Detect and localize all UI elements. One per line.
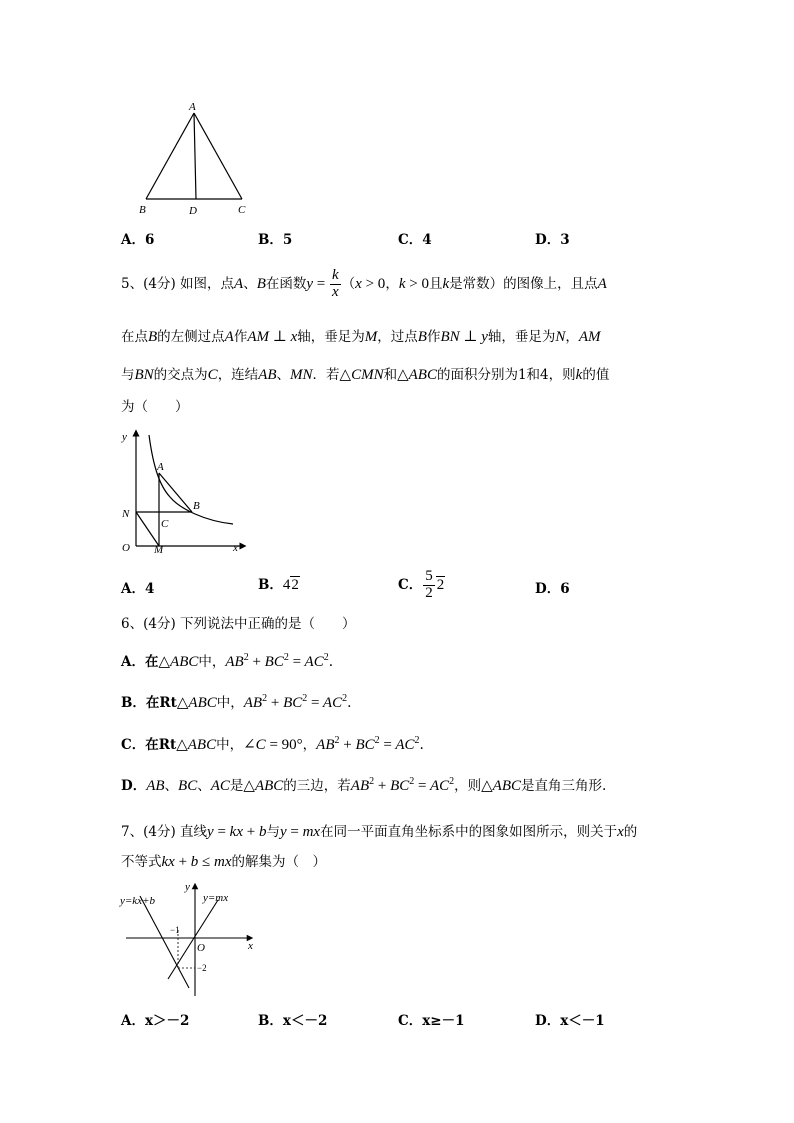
q4-side-ab — [146, 113, 194, 199]
q5-label-m: M — [154, 544, 164, 555]
q6-option-c: C．在Rt△ABC中，∠C = 90°，$AB^2 + BC^2 = AC^2$. — [121, 735, 424, 753]
q5-option-c: C． $\frac{5}{2}$ 2 — [398, 568, 445, 601]
q5-segment-mn — [136, 512, 159, 546]
q7-stem-line1: 7、(4分) 直线y = kx + b与y = mx在同一平面直角坐标系中的图象如图所示，则关于x的 — [121, 824, 638, 840]
q7-option-a: A．x＞－2 — [121, 1013, 190, 1029]
q5-label-x: x — [233, 542, 238, 554]
q7-line-mx — [168, 900, 218, 979]
q7-label-y: y — [185, 881, 190, 893]
q4-label-d: D — [189, 205, 197, 217]
q5-option-d: D．6 — [535, 581, 570, 597]
q7-option-d: D．x＜－1 — [535, 1013, 605, 1029]
q7-label-line1: y=kx+b — [120, 895, 155, 907]
q7-lines-figure — [118, 878, 268, 1002]
q6-option-d: D．AB、BC、AC是△ABC的三边，若$AB^2 + BC^2 = AC^2$，则△ABC是直角三角形. — [121, 776, 607, 794]
q5-option-a: A．4 — [121, 581, 155, 597]
q6-option-b: B．在Rt△ABC中，$AB^2 + BC^2 = AC^2$. — [121, 693, 352, 711]
q7-option-c: C．x≥－1 — [398, 1013, 465, 1029]
q5-label-a: A — [157, 461, 164, 473]
q4-option-d: D．3 — [535, 232, 570, 248]
q5-label-o: O — [122, 542, 130, 554]
q7-label-x: x — [248, 940, 253, 952]
q5-stem-line1: 5、(4分) 如图，点A、B在函数y = $\frac{k}{x}$ （x > 0，k > 0且k是常数）的图像上，且点A — [121, 267, 607, 300]
q5-stem-line4: 为（ ） — [121, 399, 189, 415]
q4-option-b: B．5 — [258, 232, 293, 248]
q4-label-a: A — [189, 101, 196, 113]
q5-stem-line2: 在点B的左侧过点A作AM ⊥ x轴，垂足为M，过点B作BN ⊥ y轴，垂足为N，AM — [121, 329, 601, 345]
q7-stem-line2: 不等式kx + b ≤ mx的解集为（ ） — [121, 854, 327, 870]
q5-label-c: C — [161, 518, 169, 530]
q4-label-c: C — [238, 204, 246, 216]
q5-hyperbola-figure — [115, 425, 255, 555]
q5-stem-line3: 与BN的交点为C，连结AB、MN．若△CMN和△ABC的面积分别为1和4，则k的值 — [121, 367, 610, 383]
q7-label-line2: y=mx — [203, 892, 229, 904]
q7-option-b: B．x＜－2 — [258, 1013, 328, 1029]
q7-label-m1: −1 — [170, 925, 180, 935]
q5-label-n: N — [122, 508, 130, 520]
q5-option-b: B．42 — [258, 577, 299, 593]
q6-option-a: A．在△ABC中，$AB^2 + BC^2 = AC^2$. — [121, 652, 334, 670]
q6-stem: 6、(4分) 下列说法中正确的是（ ） — [121, 616, 356, 632]
q7-line-kxb — [140, 896, 189, 988]
q5-segment-ab — [159, 473, 192, 512]
q7-label-o: O — [197, 942, 205, 954]
q5-label-b: B — [193, 500, 200, 512]
q4-option-c: C．4 — [398, 232, 432, 248]
q7-label-m2: −2 — [197, 963, 207, 973]
q4-triangle-figure — [130, 96, 260, 220]
q4-label-b: B — [139, 204, 146, 216]
q4-segment-ad — [194, 113, 196, 199]
q4-side-ac — [194, 113, 242, 199]
q5-label-y: y — [122, 431, 127, 443]
q4-option-a: A．6 — [121, 232, 155, 248]
